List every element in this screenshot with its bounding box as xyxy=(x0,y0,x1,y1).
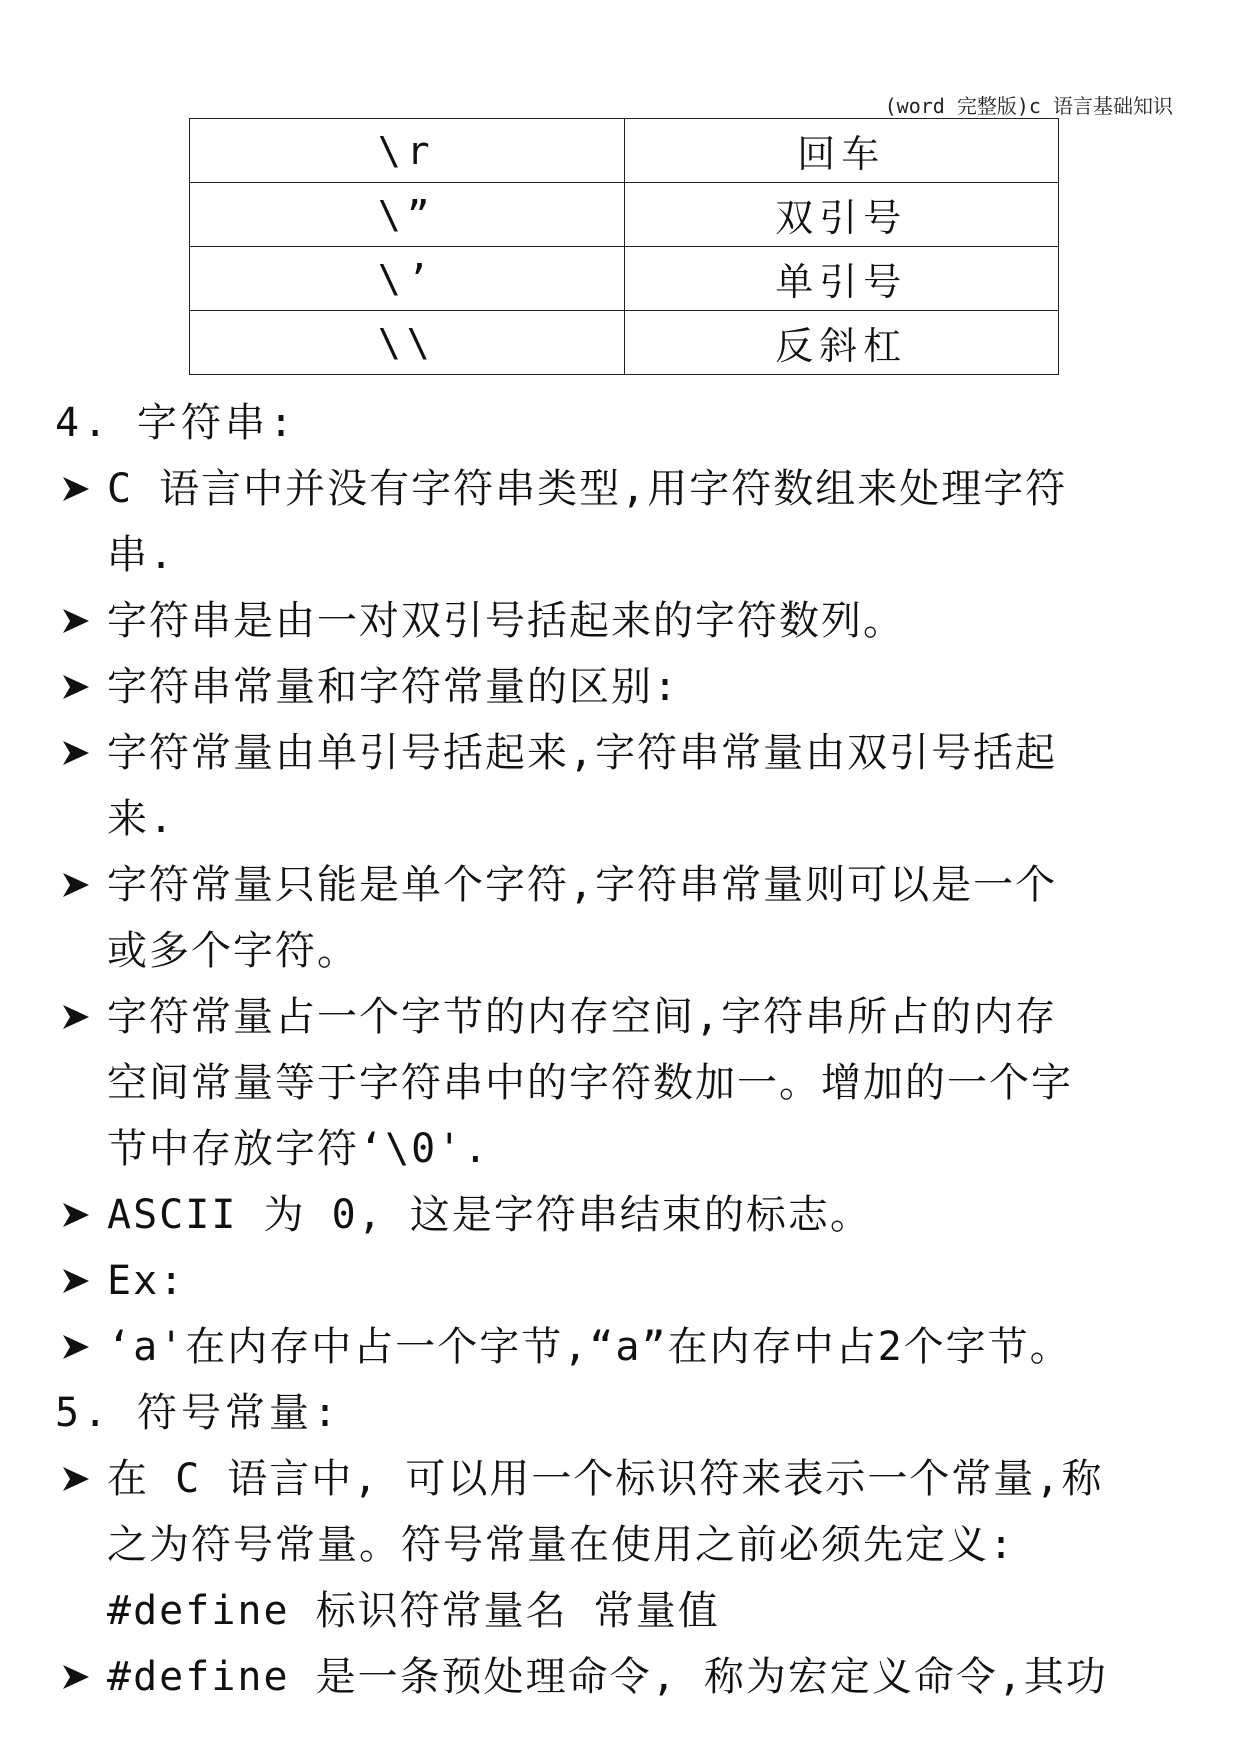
main-content xyxy=(55,390,1195,1710)
arrow-bullet-icon xyxy=(57,852,97,918)
section-4-heading xyxy=(55,390,1195,456)
escape-table-row xyxy=(190,119,1059,183)
bullet-text: 串. xyxy=(107,532,176,578)
bullet-item xyxy=(55,1314,1195,1380)
arrow-bullet-icon xyxy=(57,456,97,522)
section-4-bullets xyxy=(55,456,1195,1380)
bullet-item xyxy=(55,852,1195,918)
page-header: (word 完整版)c 语言基础知识 xyxy=(884,94,1173,118)
bullet-text: 字符常量只能是单个字符,字符串常量则可以是一个 xyxy=(107,862,1058,908)
escape-meaning-cell: 回车 xyxy=(624,119,1059,183)
bullet-text: 在 C 语言中, 可以用一个标识符来表示一个常量,称 xyxy=(107,1456,1104,1502)
escape-table-row xyxy=(190,247,1059,311)
escape-table-row xyxy=(190,183,1059,247)
bullet-text: 来. xyxy=(107,796,176,842)
bullet-text: Ex: xyxy=(107,1258,186,1304)
bullet-item xyxy=(55,1182,1195,1248)
arrow-bullet-icon xyxy=(57,1314,97,1380)
bullet-continuation-line xyxy=(55,786,1195,852)
escape-meaning-cell: 反斜杠 xyxy=(624,311,1059,375)
bullet-text: 字符串常量和字符常量的区别: xyxy=(107,664,680,710)
bullet-item xyxy=(55,654,1195,720)
bullet-text: 之为符号常量。符号常量在使用之前必须先定义: xyxy=(107,1522,1016,1568)
bullet-text: C 语言中并没有字符串类型,用字符数组来处理字符 xyxy=(107,466,1068,512)
section-4-title: 字符串: xyxy=(137,400,298,446)
bullet-item xyxy=(55,1446,1195,1512)
bullet-text: 字符串是由一对双引号括起来的字符数列。 xyxy=(107,598,905,644)
section-5-bullets xyxy=(55,1446,1195,1710)
bullet-text: 字符常量由单引号括起来,字符串常量由双引号括起 xyxy=(107,730,1058,776)
escape-table-row xyxy=(190,311,1059,375)
arrow-bullet-icon xyxy=(57,1644,97,1710)
arrow-bullet-icon xyxy=(57,588,97,654)
bullet-text: ‘a'在内存中占一个字节,“a”在内存中占2个字节。 xyxy=(107,1324,1072,1370)
section-5-number: 5. xyxy=(55,1390,112,1436)
escape-meaning-cell: 单引号 xyxy=(624,247,1059,311)
bullet-continuation-line xyxy=(55,522,1195,588)
bullet-item xyxy=(55,984,1195,1050)
escape-meaning-cell: 双引号 xyxy=(624,183,1059,247)
bullet-continuation-line xyxy=(55,1050,1195,1116)
bullet-continuation-line xyxy=(55,1578,1195,1644)
arrow-bullet-icon xyxy=(57,1248,97,1314)
bullet-item xyxy=(55,1248,1195,1314)
section-5-heading xyxy=(55,1380,1195,1446)
escape-sequence-cell: \r xyxy=(190,119,625,183)
bullet-text: 或多个字符。 xyxy=(107,928,359,974)
bullet-continuation-line xyxy=(55,918,1195,984)
escape-sequence-cell: \’ xyxy=(190,247,625,311)
bullet-item xyxy=(55,588,1195,654)
bullet-text: 空间常量等于字符串中的字符数加一。增加的一个字 xyxy=(107,1060,1073,1106)
bullet-text: #define 标识符常量名 常量值 xyxy=(107,1588,720,1634)
bullet-continuation-line xyxy=(55,1116,1195,1182)
bullet-item xyxy=(55,1644,1195,1710)
bullet-text: 节中存放字符‘\0'. xyxy=(107,1126,490,1172)
arrow-bullet-icon xyxy=(57,654,97,720)
section-4-number: 4. xyxy=(55,400,112,446)
bullet-text: #define 是一条预处理命令, 称为宏定义命令,其功 xyxy=(107,1654,1108,1700)
arrow-bullet-icon xyxy=(57,720,97,786)
bullet-text: ASCII 为 0, 这是字符串结束的标志。 xyxy=(107,1192,872,1238)
section-5-title: 符号常量: xyxy=(137,1390,342,1436)
bullet-text: 字符常量占一个字节的内存空间,字符串所占的内存 xyxy=(107,994,1058,1040)
arrow-bullet-icon xyxy=(57,1182,97,1248)
escape-sequence-table xyxy=(189,118,1059,375)
arrow-bullet-icon xyxy=(57,1446,97,1512)
arrow-bullet-icon xyxy=(57,984,97,1050)
escape-sequence-cell: \\ xyxy=(190,311,625,375)
bullet-continuation-line xyxy=(55,1512,1195,1578)
escape-sequence-cell: \” xyxy=(190,183,625,247)
bullet-item xyxy=(55,456,1195,522)
bullet-item xyxy=(55,720,1195,786)
